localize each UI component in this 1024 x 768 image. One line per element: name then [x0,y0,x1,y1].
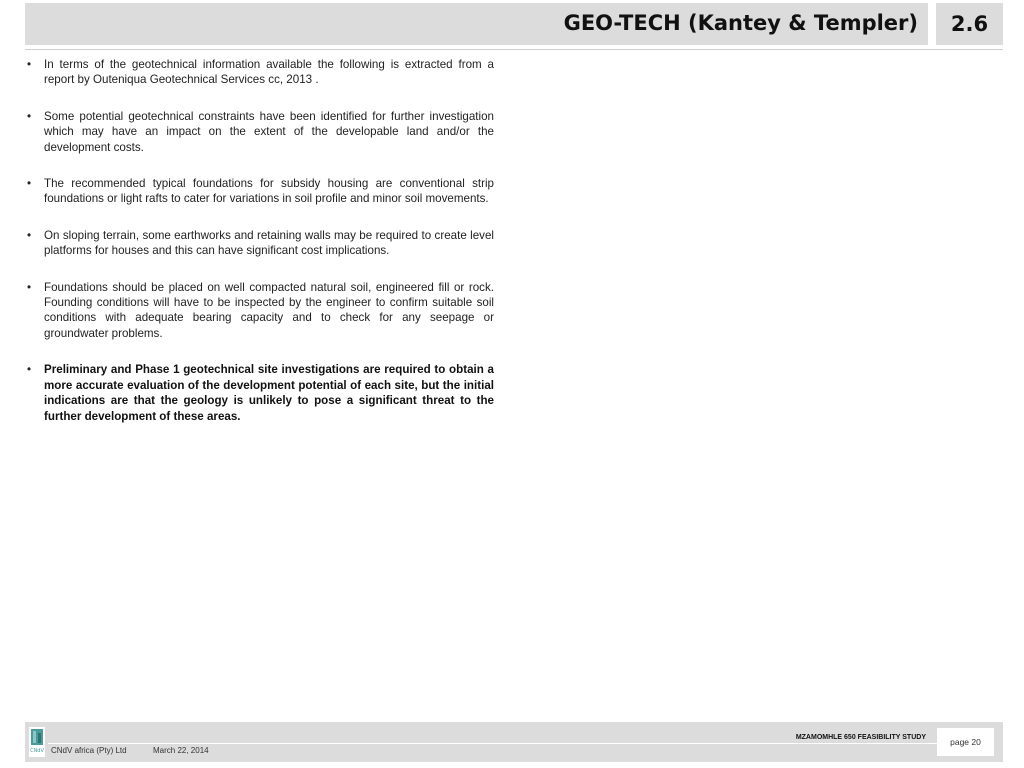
company-logo-icon [29,727,45,757]
bullet-symbol: • [27,177,32,191]
bullet-item-emphasis [27,362,494,424]
bullet-text: Foundations should be placed on well compacted natural soil, engineered fill or rock. Founding conditions will have to be inspected by the engineer to confirm suitable soil conditions with adequate bearing capacity and to check for any seepage or groundwater problems. [44,280,494,340]
bullet-symbol: • [27,109,32,123]
bullet-text: In terms of the geotechnical information available the following is extracted from a report by Outeniqua Geotechnical Services cc, 2013 . [44,58,494,87]
bullet-text: The recommended typical foundations for subsidy housing are conventional strip foundations or light rafts to cater for variations in soil profile and minor soil movements. [44,177,494,206]
section-number: 2.6 [950,12,989,36]
header-divider [928,3,936,45]
bullet-item [27,109,494,155]
page-title: GEO-TECH (Kantey & Templer) [563,11,918,35]
footer-study-title: MZAMOMHLE 650 FEASIBILITY STUDY [795,734,926,741]
footer [25,722,1003,762]
footer-company: CNdV africa (Pty) Ltd [51,746,127,755]
bullet-symbol: • [27,280,32,294]
content-area [27,57,494,445]
bullet-text: On sloping terrain, some earthworks and retaining walls may be required to create level platforms for houses and this can have significant cost implications. [44,228,494,258]
page-number: page 20 [950,737,981,747]
section-number-box [936,3,1003,45]
bullet-item [27,228,494,259]
footer-date: March 22, 2014 [153,746,209,755]
header-bar [25,3,928,45]
page-number-box [937,728,994,756]
bullet-item [27,57,494,88]
bullet-list [27,57,494,424]
bullet-text: Preliminary and Phase 1 geotechnical site investigations are required to obtain a more accurate evaluation of the development potential of each site, but the initial indications are that the geology is unlikely to pose a significant threat to the further development of these areas. [44,363,494,423]
logo-text: CNdV [30,748,44,754]
bullet-symbol: • [27,58,32,71]
header-rule [25,49,1003,50]
bullet-item [27,176,494,207]
bullet-symbol: • [27,363,32,377]
bullet-text: Some potential geotechnical constraints have been identified for further investigation which may have an impact on the extent of the developable land and/or the development costs. [44,109,494,154]
footer-rule [48,743,955,744]
bullet-item [27,280,494,342]
bullet-symbol: • [27,228,32,242]
